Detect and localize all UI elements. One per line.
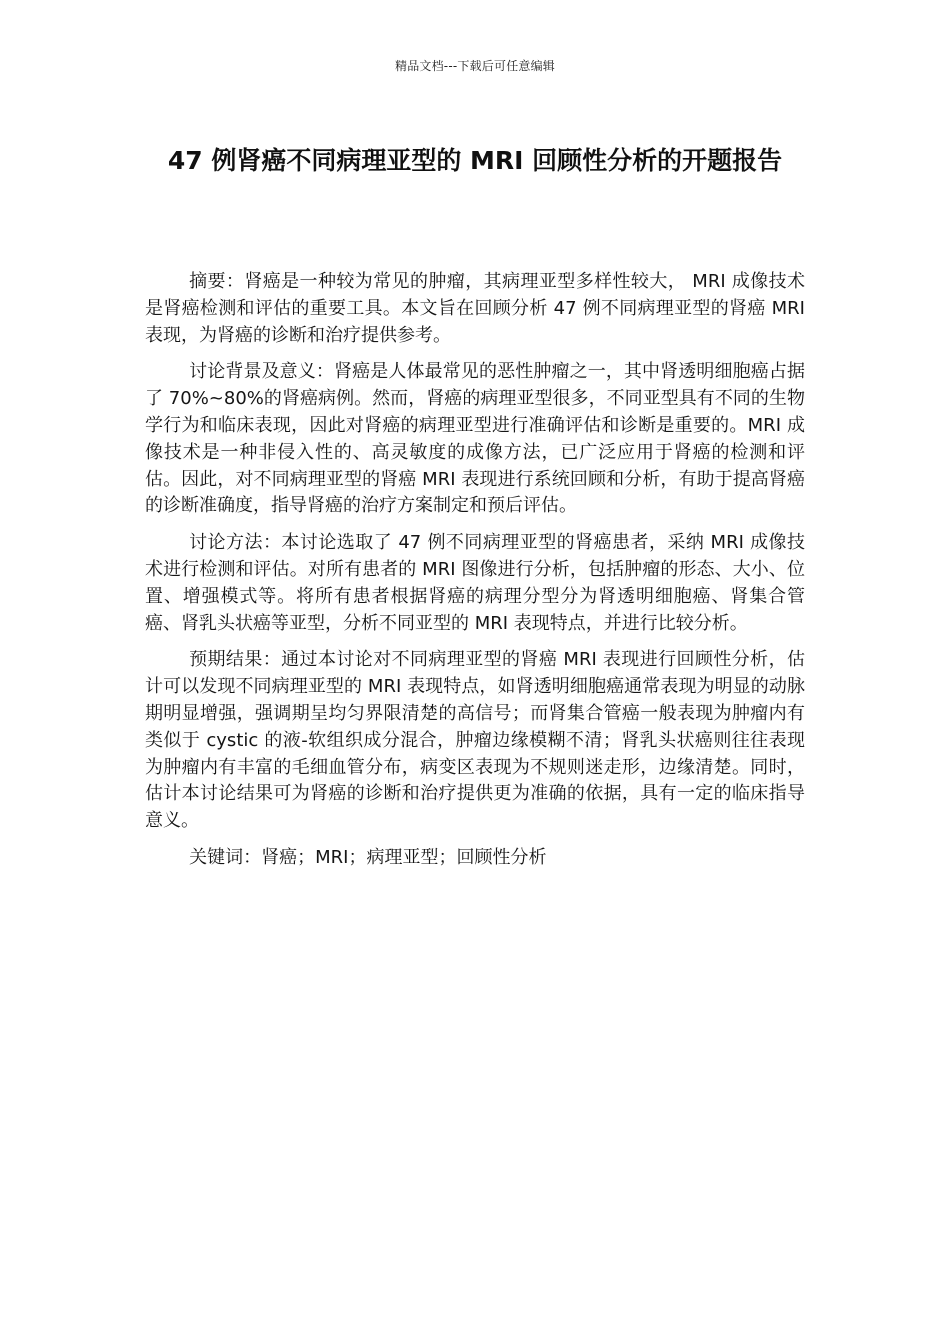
abstract-paragraph: 摘要：肾癌是一种较为常见的肿瘤，其病理亚型多样性较大， MRI 成像技术是肾癌检测和评估的重要工具。本文旨在回顾分析 47 例不同病理亚型的肾癌 MRI 表现，为肾癌的诊断和治疗提供参考。	[145, 271, 805, 346]
expected-results-paragraph: 预期结果：通过本讨论对不同病理亚型的肾癌 MRI 表现进行回顾性分析，估计可以发现不同病理亚型的 MRI 表现特点，如肾透明细胞癌通常表现为明显的动脉期明显增强，强调期呈均匀界限清楚的高信号；而肾集合管癌一般表现为肿瘤内有类似于 cystic 的液-软组织成分混合，肿瘤边缘模糊不清；肾乳头状癌则往往表现为肿瘤内有丰富的毛细血管分布，病变区表现为不规则迷走形，边缘清楚。同时，估计本讨论结果可为肾癌的诊断和治疗提供更为准确的依据，具有一定的临床指导意义。	[145, 649, 805, 832]
keywords-paragraph: 关键词：肾癌；MRI；病理亚型；回顾性分析	[189, 846, 547, 868]
document-body	[145, 269, 805, 882]
header-note: 精品文档---下载后可任意编辑	[395, 59, 555, 73]
methods-paragraph: 讨论方法：本讨论选取了 47 例不同病理亚型的肾癌患者，采纳 MRI 成像技术进行检测和评估。对所有患者的 MRI 图像进行分析，包括肿瘤的形态、大小、位置、增强模式等。将所有患者根据肾癌的病理分型分为肾透明细胞癌、肾集合管癌、肾乳头状癌等亚型，分析不同亚型的 MRI 表现特点，并进行比较分析。	[145, 532, 805, 634]
background-paragraph: 讨论背景及意义：肾癌是人体最常见的恶性肿瘤之一，其中肾透明细胞癌占据了 70%~80%的肾癌病例。然而，肾癌的病理亚型很多，不同亚型具有不同的生物学行为和临床表现，因此对肾癌的病理亚型进行准确评估和诊断是重要的。MRI 成像技术是一种非侵入性的、高灵敏度的成像方法，已广泛应用于肾癌的检测和评估。因此，对不同病理亚型的肾癌 MRI 表现进行系统回顾和分析，有助于提高肾癌的诊断准确度，指导肾癌的治疗方案制定和预后评估。	[145, 361, 805, 517]
document-title: 47 例肾癌不同病理亚型的 MRI 回顾性分析的开题报告	[167, 146, 783, 175]
